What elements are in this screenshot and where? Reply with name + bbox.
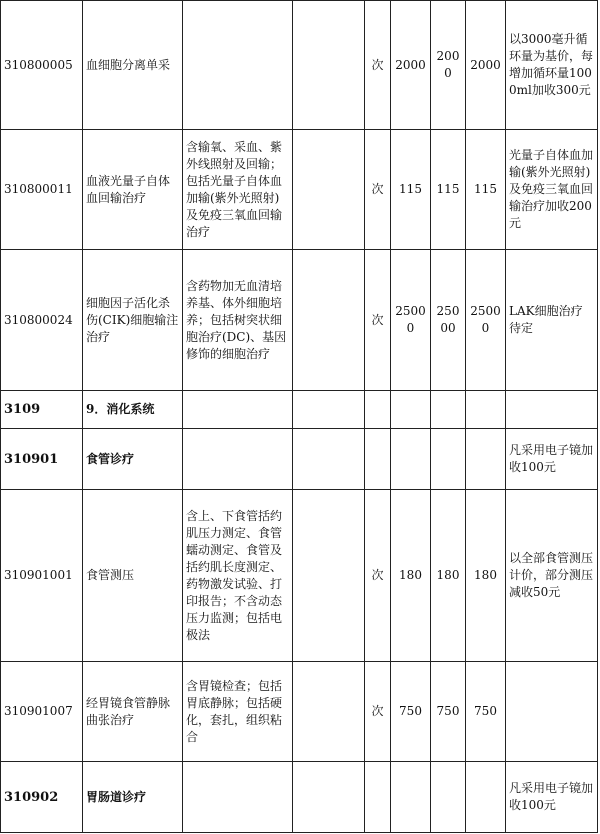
item-note: [506, 662, 598, 762]
pricing-unit: [365, 391, 391, 429]
item-content: 含上、下食管括约肌压力测定、食管蠕动测定、食管及括约肌长度测定、药物激发试验、打印报告；不含动态压力监测；包括电极法: [183, 490, 293, 662]
item-code: 310800024: [1, 250, 83, 391]
item-content: 含输氧、采血、紫外线照射及回输；包括光量子自体血加输(紫外光照射)及免疫三氧血回输治疗: [183, 130, 293, 250]
price-level-3: 750: [466, 662, 506, 762]
item-note: 以全部食管测压计价，部分测压减收50元: [506, 490, 598, 662]
excluded-content: [293, 130, 365, 250]
item-code: 310800005: [1, 1, 83, 130]
item-name: 细胞因子活化杀伤(CIK)细胞输注治疗: [83, 250, 183, 391]
pricing-unit: [365, 429, 391, 490]
table-row: [1, 662, 598, 762]
price-level-1: 115: [391, 130, 431, 250]
item-content: 含胃镜检查；包括胃底静脉；包括硬化，套扎，组织粘合: [183, 662, 293, 762]
price-level-2: [431, 391, 466, 429]
item-note: 凡采用电子镜加收100元: [506, 429, 598, 490]
item-content: [183, 391, 293, 429]
pricing-unit: [365, 762, 391, 833]
category-row: [1, 391, 598, 429]
price-level-3: [466, 391, 506, 429]
price-level-1: 180: [391, 490, 431, 662]
item-note: 凡采用电子镜加收100元: [506, 762, 598, 833]
pricing-unit: 次: [365, 250, 391, 391]
price-level-1: 750: [391, 662, 431, 762]
table-row: [1, 130, 598, 250]
price-level-2: 115: [431, 130, 466, 250]
item-name: 血液光量子自体血回输治疗: [83, 130, 183, 250]
pricing-unit: 次: [365, 130, 391, 250]
excluded-content: [293, 250, 365, 391]
price-level-2: 750: [431, 662, 466, 762]
pricing-unit: 次: [365, 490, 391, 662]
item-note: 光量子自体血加输(紫外光照射)及免疫三氧血回输治疗加收200元: [506, 130, 598, 250]
item-note: LAK细胞治疗待定: [506, 250, 598, 391]
price-level-3: 115: [466, 130, 506, 250]
item-note: 以3000毫升循环量为基价，每增加循环量1000ml加收300元: [506, 1, 598, 130]
pricing-unit: 次: [365, 662, 391, 762]
pricing-unit: 次: [365, 1, 391, 130]
excluded-content: [293, 1, 365, 130]
price-level-1: [391, 429, 431, 490]
price-level-3: 25000: [466, 250, 506, 391]
category-code: 310901: [1, 429, 83, 490]
table-row: [1, 1, 598, 130]
item-name: 血细胞分离单采: [83, 1, 183, 130]
excluded-content: [293, 762, 365, 833]
category-code: 310902: [1, 762, 83, 833]
excluded-content: [293, 490, 365, 662]
price-level-1: 2000: [391, 1, 431, 130]
item-content: [183, 1, 293, 130]
price-level-2: 25000: [431, 250, 466, 391]
price-level-3: 2000: [466, 1, 506, 130]
price-level-3: [466, 762, 506, 833]
price-level-1: [391, 391, 431, 429]
item-code: 310901001: [1, 490, 83, 662]
price-level-2: [431, 762, 466, 833]
category-name: 胃肠道诊疗: [83, 762, 183, 833]
item-code: 310800011: [1, 130, 83, 250]
category-code: 3109: [1, 391, 83, 429]
price-level-2: 180: [431, 490, 466, 662]
excluded-content: [293, 391, 365, 429]
category-row: [1, 762, 598, 833]
item-name: 食管测压: [83, 490, 183, 662]
category-row: [1, 429, 598, 490]
item-name: 经胃镜食管静脉曲张治疗: [83, 662, 183, 762]
item-content: 含药物加无血清培养基、体外细胞培养；包括树突状细胞治疗(DC)、基因修饰的细胞治疗: [183, 250, 293, 391]
excluded-content: [293, 429, 365, 490]
price-level-1: 25000: [391, 250, 431, 391]
price-level-2: [431, 429, 466, 490]
item-note: [506, 391, 598, 429]
category-name: 食管诊疗: [83, 429, 183, 490]
price-level-2: 2000: [431, 1, 466, 130]
price-level-1: [391, 762, 431, 833]
table-row: [1, 250, 598, 391]
price-level-3: 180: [466, 490, 506, 662]
table-row: [1, 490, 598, 662]
excluded-content: [293, 662, 365, 762]
item-content: [183, 762, 293, 833]
item-code: 310901007: [1, 662, 83, 762]
item-content: [183, 429, 293, 490]
price-level-3: [466, 429, 506, 490]
category-name: 9．消化系统: [83, 391, 183, 429]
